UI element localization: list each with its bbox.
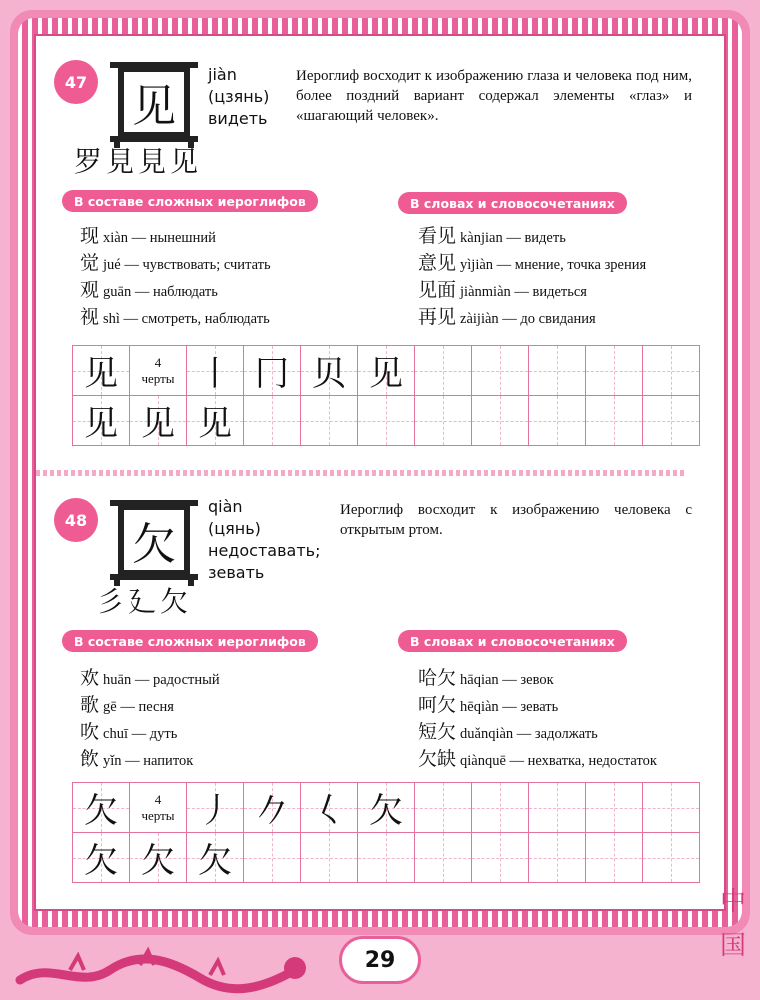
grid-cell[interactable] [358,396,415,446]
grid-cell[interactable] [529,783,586,833]
grid-cell[interactable] [586,783,643,833]
list-item: 看见 kànjian — видеть [418,225,566,247]
transcription: (цзянь) [208,87,270,106]
grid-cell[interactable]: 丨 [187,346,244,396]
list-item: 再见 zàijiàn — до свидания [418,306,596,328]
historic-variants: 罗見見见 [74,145,203,178]
meaning: недоставать; [208,541,321,560]
grid-cell[interactable]: 欠 [187,833,244,883]
entry-number-badge: 47 [54,60,98,104]
pinyin: qiàn [208,497,243,516]
grid-cell[interactable] [529,833,586,883]
words-list [418,224,646,332]
section-divider [36,470,686,476]
entry-number-badge: 48 [54,498,98,542]
grid-cell[interactable] [586,396,643,446]
hero-character: 见 [132,81,176,132]
compound-section-label: В составе сложных иероглифов [62,190,318,212]
grid-cell[interactable]: 欠 [73,783,130,833]
hero-character: 欠 [132,519,176,570]
grid-cell[interactable] [415,783,472,833]
grid-cell[interactable] [643,833,700,883]
writing-grid [72,345,700,446]
pinyin: jiàn [208,65,237,84]
grid-cell[interactable]: 贝 [301,346,358,396]
words-section-label: В словах и словосочетаниях [398,192,627,214]
list-item: 意见 yìjiàn — мнение, точка зрения [418,252,647,274]
list-item: 视 shì — смотреть, наблюдать [80,306,270,328]
list-item: 觉 jué — чувствовать; считать [80,252,271,274]
corner-characters: 中 国 [719,887,746,961]
grid-cell[interactable]: 欠 [73,833,130,883]
hero-character-box [118,504,190,576]
list-item: 短欠 duǎnqiàn — задолжать [418,721,598,743]
meaning: видеть [208,109,268,128]
grid-cell[interactable] [643,396,700,446]
grid-cell[interactable] [358,833,415,883]
grid-cell[interactable] [415,346,472,396]
grid-cell[interactable] [472,783,529,833]
list-item: 欠缺 qiànquē — нехватка, недостаток [418,748,657,770]
list-item: 哈欠 hāqian — зевок [418,667,554,689]
character-description: Иероглиф восходит к изображению человека с открытым ртом. [340,502,692,538]
character-description: Иероглиф восходит к изображению глаза и человека под ним, более поздний вариант содержал элементы «глаз» и «шагающий человек». [296,68,692,124]
list-item: 呵欠 hēqiàn — зевать [418,694,559,716]
grid-cell[interactable]: 见 [73,346,130,396]
grid-cell[interactable] [301,833,358,883]
stroke-count-cell: 4 черты [130,346,187,396]
compound-list [80,224,271,332]
grid-cell[interactable]: 𠂊 [244,783,301,833]
grid-cell[interactable] [529,346,586,396]
list-item: 吹 chuī — дуть [80,721,178,743]
grid-cell[interactable] [586,833,643,883]
grid-cell[interactable] [529,396,586,446]
page-number: 29 [339,936,421,984]
grid-cell[interactable] [472,396,529,446]
grid-cell[interactable] [415,833,472,883]
list-item: 见面 jiànmiàn — видеться [418,279,587,301]
grid-cell[interactable] [643,783,700,833]
grid-cell[interactable] [643,346,700,396]
list-item: 飲 yǐn — напиток [80,748,194,770]
grid-cell[interactable] [244,396,301,446]
grid-cell[interactable] [301,396,358,446]
character-reading [208,496,320,584]
grid-cell[interactable] [472,833,529,883]
words-list [418,666,657,774]
grid-cell[interactable] [472,346,529,396]
writing-grid [72,782,700,883]
grid-cell[interactable] [586,346,643,396]
grid-cell[interactable]: 欠 [130,833,187,883]
compound-section-label: В составе сложных иероглифов [62,630,318,652]
stroke-count-cell: 4 черты [130,783,187,833]
character-reading [208,64,269,130]
grid-cell[interactable]: 冂 [244,346,301,396]
list-item: 欢 huān — радостный [80,667,220,689]
grid-cell[interactable]: 𡿨 [301,783,358,833]
meaning: зевать [208,563,265,582]
list-item: 歌 gē — песня [80,694,174,716]
grid-cell[interactable]: 见 [73,396,130,446]
grid-cell[interactable]: 欠 [358,783,415,833]
grid-cell[interactable]: 见 [187,396,244,446]
historic-variants: 彡廴欠 [96,585,193,618]
list-item: 观 guān — наблюдать [80,279,218,301]
grid-cell[interactable] [244,833,301,883]
grid-cell[interactable] [415,396,472,446]
hero-character-box [118,66,190,138]
grid-cell[interactable]: 丿 [187,783,244,833]
words-section-label: В словах и словосочетаниях [398,630,627,652]
transcription: (цянь) [208,519,261,538]
list-item: 现 xiàn — нынешний [80,225,216,247]
dragon-icon [10,940,310,998]
grid-cell[interactable]: 见 [130,396,187,446]
compound-list [80,666,220,774]
grid-cell[interactable]: 见 [358,346,415,396]
